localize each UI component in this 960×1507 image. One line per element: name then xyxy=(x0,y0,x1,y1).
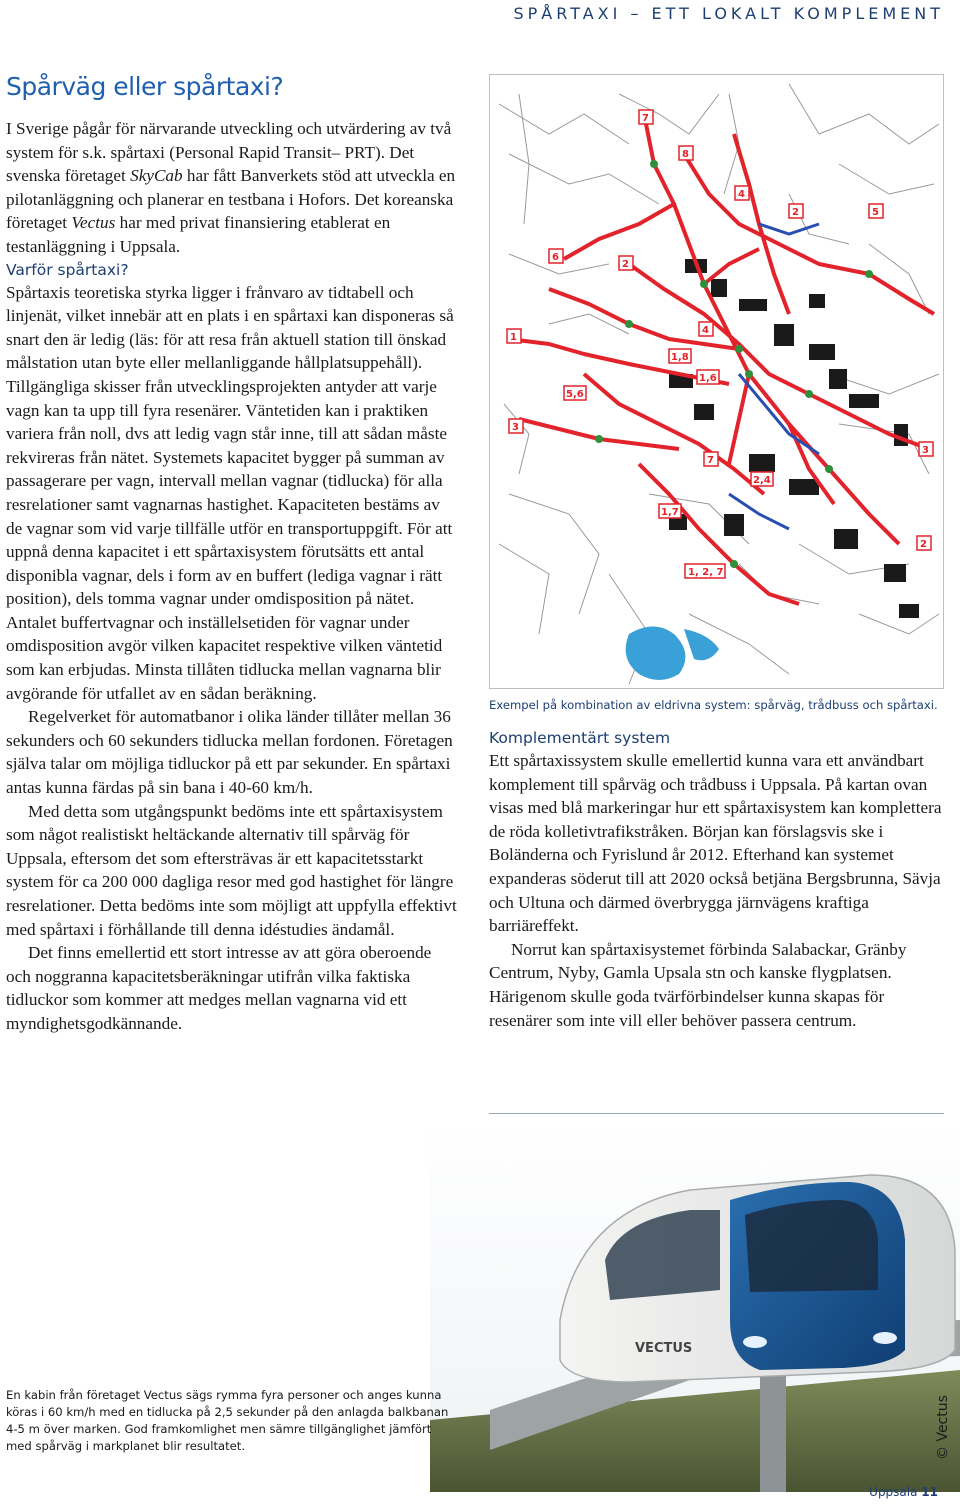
section-heading-varfor: Varför spårtaxi? xyxy=(6,260,129,279)
svg-text:1: 1 xyxy=(510,332,517,343)
headlight xyxy=(873,1332,897,1344)
map-caption: Exempel på kombination av eldrivna system: spårväg, trådbuss och spårtaxi. xyxy=(489,698,938,712)
body-paragraph: Norrut kan spårtaxisystemet förbinda Salabackar, Gränby Centrum, Nyby, Gamla Upsala stn och kanske flygplatsen. Härigenom skulle goda tvärförbindelser kunna skapas för resenärer som inte vill eller behöver passera centrum. xyxy=(489,939,907,1030)
body-paragraph: Regelverket för automatbanor i olika länder tillåter mellan 36 sekunders och 60 sekunders tidlucka mellan fordonen. Företagen själva talar om möjliga tidluckor på ett par sekunder. En spårtaxi antas kunna färdas på sin bana i 40-60 km/h. xyxy=(6,707,453,798)
guideway-pillar xyxy=(760,1360,786,1492)
svg-text:2: 2 xyxy=(792,207,799,218)
svg-text:2: 2 xyxy=(920,539,927,550)
network-map xyxy=(489,74,944,689)
running-header: SPÅRTAXI – ETT LOKALT KOMPLEMENT xyxy=(513,4,944,23)
vectus-name: Vectus xyxy=(71,213,116,233)
section-heading-komplementart: Komplementärt system xyxy=(489,729,671,747)
body-paragraph: Spårtaxis teoretiska styrka ligger i frånvaro av tidtabell och linjenät, vilket innebär att en plats i en spårtaxi kan disponeras så snart den är ledig (läs: för att resa från aktuell station till önskad målstation utan byte eller mellanliggande hållplatsuppehåll). Tillgängliga skisser från utvecklingsprojekten antyder att varje vagn kan ta upp till fyra resenärer. Väntetiden kan i praktiken variera från noll, dvs att ledig vagn står inne, till att sådan måste rekvireras från nätet. Systemets kapacitet bygger på summan av passagerare per vagn, intervall mellan vagnar (tidlucka) för alla resrelationer samt vagnarnas hastighet. Kapaciteten bestäms av de vagnar som vid varje tillfälle utför en transportuppgift. För att uppnå denna kapacitet i ett spårtaxisystem förutsätts ett antal disponibla vagnar, dels i form av en buffert (lediga vagnar i rätt position), dels tomma vagnar under omdisposition på nätet. Antalet buffertvagnar och inställelsetiden för vagnar under omdisposition avgör vilken kapacitet respektive vilken väntetid som kan erbjudas. Minsta tillåten tidlucka mellan vagnarna blir avgörande för utfallet av en sådan beräkning. xyxy=(6,282,454,703)
svg-text:7: 7 xyxy=(642,113,649,124)
cabin-window xyxy=(745,1200,878,1292)
svg-text:1, 2, 7: 1, 2, 7 xyxy=(688,567,724,578)
svg-text:4: 4 xyxy=(702,325,709,336)
page-title: Spårväg eller spårtaxi? xyxy=(6,72,284,101)
page-number: Uppsala 11 xyxy=(869,1485,938,1499)
left-column xyxy=(6,117,458,1036)
svg-text:1,8: 1,8 xyxy=(671,352,689,363)
right-column xyxy=(489,727,944,1032)
svg-text:1,7: 1,7 xyxy=(661,507,679,518)
photo-caption: En kabin från företaget Vectus sägs rymma fyra personer och anges kunna köras i 60 km/h med en tidlucka på 2,5 sekunder på den anlagda balkbanan 4-5 m över marken. God framkomlighet men sämre tillgänglighet jämfört med spårväg i markplanet blir resultatet. xyxy=(6,1388,449,1453)
svg-text:1,6: 1,6 xyxy=(699,373,717,384)
photo-credit: © Vectus xyxy=(935,1395,951,1460)
body-paragraph: Med detta som utgångspunkt bedöms inte ett spårtaxisystem som något realistiskt heltäckande alternativ till spårväg för Uppsala, eftersom det som eftersträvas är ett kapacitetsstarkt system för ca 200 000 dagliga resor med god hastighet för längre resrelationer. Detta bedöms inte som möjligt att uppfylla effektivt med spårtaxi i förhållande till denna idéstudies ändamål. xyxy=(6,801,457,939)
svg-text:7: 7 xyxy=(707,455,714,466)
vectus-logo: VECTUS xyxy=(635,1341,693,1356)
svg-text:3: 3 xyxy=(922,445,929,456)
headlight xyxy=(743,1336,767,1348)
svg-text:3: 3 xyxy=(512,422,519,433)
body-paragraph: Det finns emellertid ett stort intresse av att göra oberoende och noggranna kapacitetsberäkningar utifrån vilka faktiska tidluckor som kommer att medges mellan vagnarna vid ett myndighetsgodkännande. xyxy=(6,943,432,1033)
svg-text:2,4: 2,4 xyxy=(753,475,771,486)
svg-text:4: 4 xyxy=(738,189,745,200)
vectus-cabin-photo xyxy=(430,1120,960,1492)
svg-text:5: 5 xyxy=(872,207,879,218)
svg-text:5,6: 5,6 xyxy=(566,389,584,400)
body-paragraph: Ett spårtaxissystem skulle emellertid kunna vara ett användbart komplement till spårväg och trådbuss i Uppsala. På kartan ovan visas med blå markeringar hur ett spårtaxisystem kan komplettera de röda kolletivtrafikstråken. Början kan förslagsvis ske i Boländerna och Fyrislund år 2012. Efterhand kan systemet expanderas söderut till att 2020 också betjäna Bergsbrunna, Sävja och Ultuna och därmed överbrygga järnvägens kraftiga barriäreffekt. xyxy=(489,751,942,936)
divider xyxy=(489,1113,944,1114)
svg-text:6: 6 xyxy=(552,252,559,263)
svg-text:8: 8 xyxy=(682,149,689,160)
skycab-name: SkyCab xyxy=(130,166,183,186)
svg-text:2: 2 xyxy=(622,259,629,270)
intro-paragraph: I Sverige pågår för närvarande utveckling och utvärdering av två system för s.k. spårtaxi (Personal Rapid Transit– PRT). Det svenska företaget SkyCab har fått Banverkets stöd att utveckla en pilotanläggning och planerar en testbana i Hofors. Det koreanska företaget Vectus har med privat finansiering etablerat en testanläggning i Uppsala. xyxy=(6,119,456,256)
